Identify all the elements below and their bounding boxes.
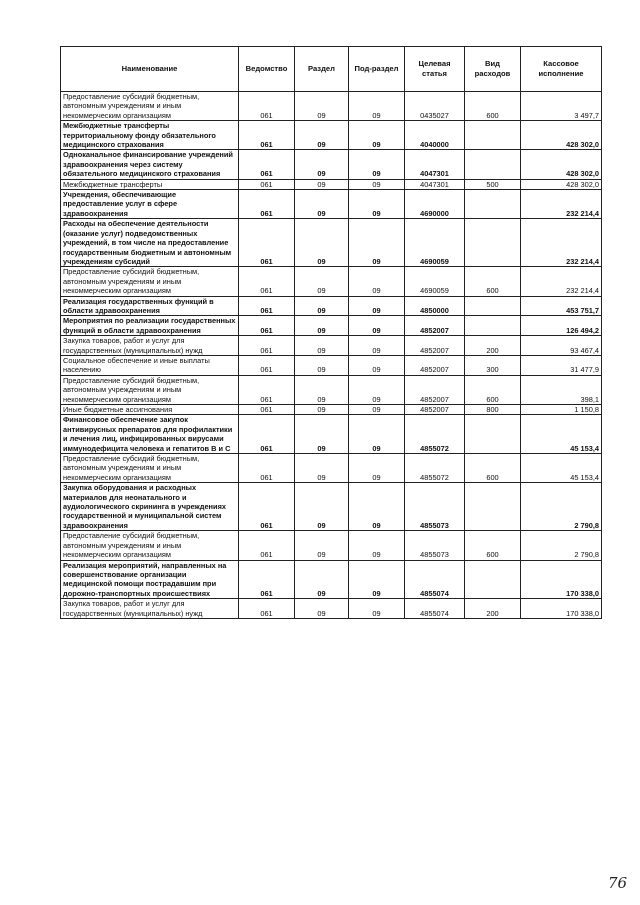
row-section-cell: 09 [295, 560, 349, 599]
row-department-cell: 061 [239, 150, 295, 179]
row-department-cell: 061 [239, 415, 295, 454]
row-amount-cell: 453 751,7 [521, 296, 602, 316]
row-section-cell: 09 [295, 531, 349, 560]
row-name-cell: Предоставление субсидий бюджетным, автономным учреждениям и иным некоммерческим организациям [61, 92, 239, 121]
row-expense-type-cell: 300 [465, 355, 521, 375]
row-amount-cell: 232 214,4 [521, 267, 602, 296]
table-row [61, 483, 602, 531]
row-amount-cell: 3 497,7 [521, 92, 602, 121]
row-amount-cell: 170 338,0 [521, 599, 602, 619]
row-department-cell: 061 [239, 336, 295, 356]
row-amount-cell: 2 790,8 [521, 483, 602, 531]
row-department-cell: 061 [239, 267, 295, 296]
row-name-cell: Учреждения, обеспечивающие предоставление услуг в сфере здравоохранения [61, 190, 239, 219]
row-department-cell: 061 [239, 483, 295, 531]
page-number: 76 [608, 874, 628, 892]
row-article-cell: 4855074 [405, 599, 465, 619]
row-section-cell: 09 [295, 405, 349, 415]
row-subsection-cell: 09 [349, 296, 405, 316]
header-subsection: Под-раздел [349, 47, 405, 92]
header-target-article: Целевая статья [405, 47, 465, 92]
row-section-cell: 09 [295, 121, 349, 150]
row-subsection-cell: 09 [349, 336, 405, 356]
row-article-cell: 4690059 [405, 219, 465, 267]
row-amount-cell: 428 302,0 [521, 150, 602, 179]
row-subsection-cell: 09 [349, 267, 405, 296]
row-name-cell: Мероприятия по реализации государственных функций в области здравоохранения [61, 316, 239, 336]
row-article-cell: 4852007 [405, 336, 465, 356]
row-section-cell: 09 [295, 483, 349, 531]
row-expense-type-cell [465, 415, 521, 454]
row-amount-cell: 232 214,4 [521, 190, 602, 219]
row-department-cell: 061 [239, 219, 295, 267]
row-subsection-cell: 09 [349, 150, 405, 179]
row-name-cell: Расходы на обеспечение деятельности (оказание услуг) подведомственных учреждений, в том числе на предоставление государственным бюджетным и автономным учреждениям субсидий [61, 219, 239, 267]
table-row [61, 179, 602, 189]
row-expense-type-cell: 600 [465, 454, 521, 483]
row-section-cell: 09 [295, 316, 349, 336]
row-subsection-cell: 09 [349, 316, 405, 336]
row-article-cell: 4855072 [405, 415, 465, 454]
row-department-cell: 061 [239, 454, 295, 483]
row-article-cell: 4690000 [405, 190, 465, 219]
row-department-cell: 061 [239, 599, 295, 619]
row-expense-type-cell: 200 [465, 336, 521, 356]
row-name-cell: Закупка оборудования и расходных материалов для неонатального и аудиологического скрининга в учреждениях государственной и муниципальной систем здравоохранения [61, 483, 239, 531]
row-name-cell: Межбюджетные трансферты [61, 179, 239, 189]
row-amount-cell: 2 790,8 [521, 531, 602, 560]
table-row [61, 150, 602, 179]
table-row [61, 316, 602, 336]
row-subsection-cell: 09 [349, 531, 405, 560]
header-section: Раздел [295, 47, 349, 92]
table-row [61, 336, 602, 356]
row-amount-cell: 31 477,9 [521, 355, 602, 375]
table-row [61, 560, 602, 599]
row-section-cell: 09 [295, 355, 349, 375]
row-department-cell: 061 [239, 190, 295, 219]
row-expense-type-cell [465, 560, 521, 599]
row-article-cell: 4852007 [405, 375, 465, 404]
row-expense-type-cell [465, 296, 521, 316]
row-article-cell: 4047301 [405, 150, 465, 179]
row-subsection-cell: 09 [349, 560, 405, 599]
row-amount-cell: 170 338,0 [521, 560, 602, 599]
table-row [61, 219, 602, 267]
table-row [61, 121, 602, 150]
row-article-cell: 4855072 [405, 454, 465, 483]
row-section-cell: 09 [295, 415, 349, 454]
header-expense-type: Вид расходов [465, 47, 521, 92]
row-subsection-cell: 09 [349, 375, 405, 404]
row-article-cell: 4850000 [405, 296, 465, 316]
row-article-cell: 4852007 [405, 316, 465, 336]
row-expense-type-cell [465, 483, 521, 531]
row-subsection-cell: 09 [349, 405, 405, 415]
row-article-cell: 4855073 [405, 483, 465, 531]
row-department-cell: 061 [239, 296, 295, 316]
row-section-cell: 09 [295, 296, 349, 316]
budget-table [60, 46, 602, 619]
row-expense-type-cell: 600 [465, 267, 521, 296]
row-section-cell: 09 [295, 599, 349, 619]
row-subsection-cell: 09 [349, 121, 405, 150]
row-amount-cell: 1 150,8 [521, 405, 602, 415]
row-department-cell: 061 [239, 405, 295, 415]
row-name-cell: Закупка товаров, работ и услуг для государственных (муниципальных) нужд [61, 336, 239, 356]
row-expense-type-cell: 200 [465, 599, 521, 619]
row-subsection-cell: 09 [349, 454, 405, 483]
row-article-cell: 4690059 [405, 267, 465, 296]
row-amount-cell: 45 153,4 [521, 454, 602, 483]
row-department-cell: 061 [239, 121, 295, 150]
row-name-cell: Иные бюджетные ассигнования [61, 405, 239, 415]
table-row [61, 531, 602, 560]
row-section-cell: 09 [295, 92, 349, 121]
row-name-cell: Одноканальное финансирование учреждений здравоохранения через систему обязательного медицинского страхования [61, 150, 239, 179]
row-amount-cell: 232 214,4 [521, 219, 602, 267]
row-name-cell: Закупка товаров, работ и услуг для государственных (муниципальных) нужд [61, 599, 239, 619]
header-cash-execution: Кассовое исполнение [521, 47, 602, 92]
row-section-cell: 09 [295, 454, 349, 483]
row-section-cell: 09 [295, 336, 349, 356]
table-row [61, 267, 602, 296]
row-department-cell: 061 [239, 92, 295, 121]
row-section-cell: 09 [295, 150, 349, 179]
header-name: Наименование [61, 47, 239, 92]
row-expense-type-cell: 600 [465, 375, 521, 404]
row-department-cell: 061 [239, 560, 295, 599]
row-department-cell: 061 [239, 375, 295, 404]
row-name-cell: Межбюджетные трансферты территориальному фонду обязательного медицинского страхования [61, 121, 239, 150]
row-department-cell: 061 [239, 355, 295, 375]
table-row [61, 92, 602, 121]
row-subsection-cell: 09 [349, 355, 405, 375]
row-name-cell: Реализация мероприятий, направленных на совершенствование организации медицинской помощи пострадавшим при дорожно-транспортных происшествиях [61, 560, 239, 599]
row-subsection-cell: 09 [349, 219, 405, 267]
row-department-cell: 061 [239, 316, 295, 336]
row-article-cell: 4852007 [405, 355, 465, 375]
row-section-cell: 09 [295, 190, 349, 219]
row-expense-type-cell: 600 [465, 531, 521, 560]
row-name-cell: Предоставление субсидий бюджетным, автономным учреждениям и иным некоммерческим организациям [61, 531, 239, 560]
table-body [61, 92, 602, 619]
row-subsection-cell: 09 [349, 92, 405, 121]
row-name-cell: Реализация государственных функций в области здравоохранения [61, 296, 239, 316]
row-amount-cell: 93 467,4 [521, 336, 602, 356]
row-department-cell: 061 [239, 531, 295, 560]
row-amount-cell: 428 302,0 [521, 179, 602, 189]
row-expense-type-cell: 600 [465, 92, 521, 121]
table-row [61, 296, 602, 316]
row-article-cell: 4047301 [405, 179, 465, 189]
row-expense-type-cell [465, 316, 521, 336]
table-row [61, 454, 602, 483]
row-name-cell: Финансовое обеспечение закупок антивирусных препаратов для профилактики и лечения лиц, инфицированных вирусами иммунодефицита человека и гепатитов В и С [61, 415, 239, 454]
table-row [61, 599, 602, 619]
row-expense-type-cell: 800 [465, 405, 521, 415]
table-row [61, 190, 602, 219]
table-row [61, 375, 602, 404]
row-section-cell: 09 [295, 375, 349, 404]
row-article-cell: 4040000 [405, 121, 465, 150]
row-subsection-cell: 09 [349, 190, 405, 219]
row-article-cell: 4855073 [405, 531, 465, 560]
table-row [61, 405, 602, 415]
row-department-cell: 061 [239, 179, 295, 189]
row-name-cell: Предоставление субсидий бюджетным, автономным учреждениям и иным некоммерческим организациям [61, 267, 239, 296]
row-name-cell: Предоставление субсидий бюджетным, автономным учреждениям и иным некоммерческим организациям [61, 375, 239, 404]
row-article-cell: 4852007 [405, 405, 465, 415]
row-subsection-cell: 09 [349, 483, 405, 531]
row-amount-cell: 398,1 [521, 375, 602, 404]
row-amount-cell: 126 494,2 [521, 316, 602, 336]
row-name-cell: Социальное обеспечение и иные выплаты населению [61, 355, 239, 375]
row-section-cell: 09 [295, 179, 349, 189]
row-subsection-cell: 09 [349, 599, 405, 619]
row-name-cell: Предоставление субсидий бюджетным, автономным учреждениям и иным некоммерческим организациям [61, 454, 239, 483]
row-subsection-cell: 09 [349, 415, 405, 454]
row-amount-cell: 428 302,0 [521, 121, 602, 150]
table-header-row [61, 47, 602, 92]
header-department: Ведомство [239, 47, 295, 92]
row-article-cell: 4855074 [405, 560, 465, 599]
row-amount-cell: 45 153,4 [521, 415, 602, 454]
row-expense-type-cell [465, 219, 521, 267]
row-section-cell: 09 [295, 219, 349, 267]
row-expense-type-cell: 500 [465, 179, 521, 189]
row-expense-type-cell [465, 121, 521, 150]
row-subsection-cell: 09 [349, 179, 405, 189]
row-section-cell: 09 [295, 267, 349, 296]
row-article-cell: 0435027 [405, 92, 465, 121]
table-row [61, 415, 602, 454]
row-expense-type-cell [465, 190, 521, 219]
row-expense-type-cell [465, 150, 521, 179]
table-row [61, 355, 602, 375]
